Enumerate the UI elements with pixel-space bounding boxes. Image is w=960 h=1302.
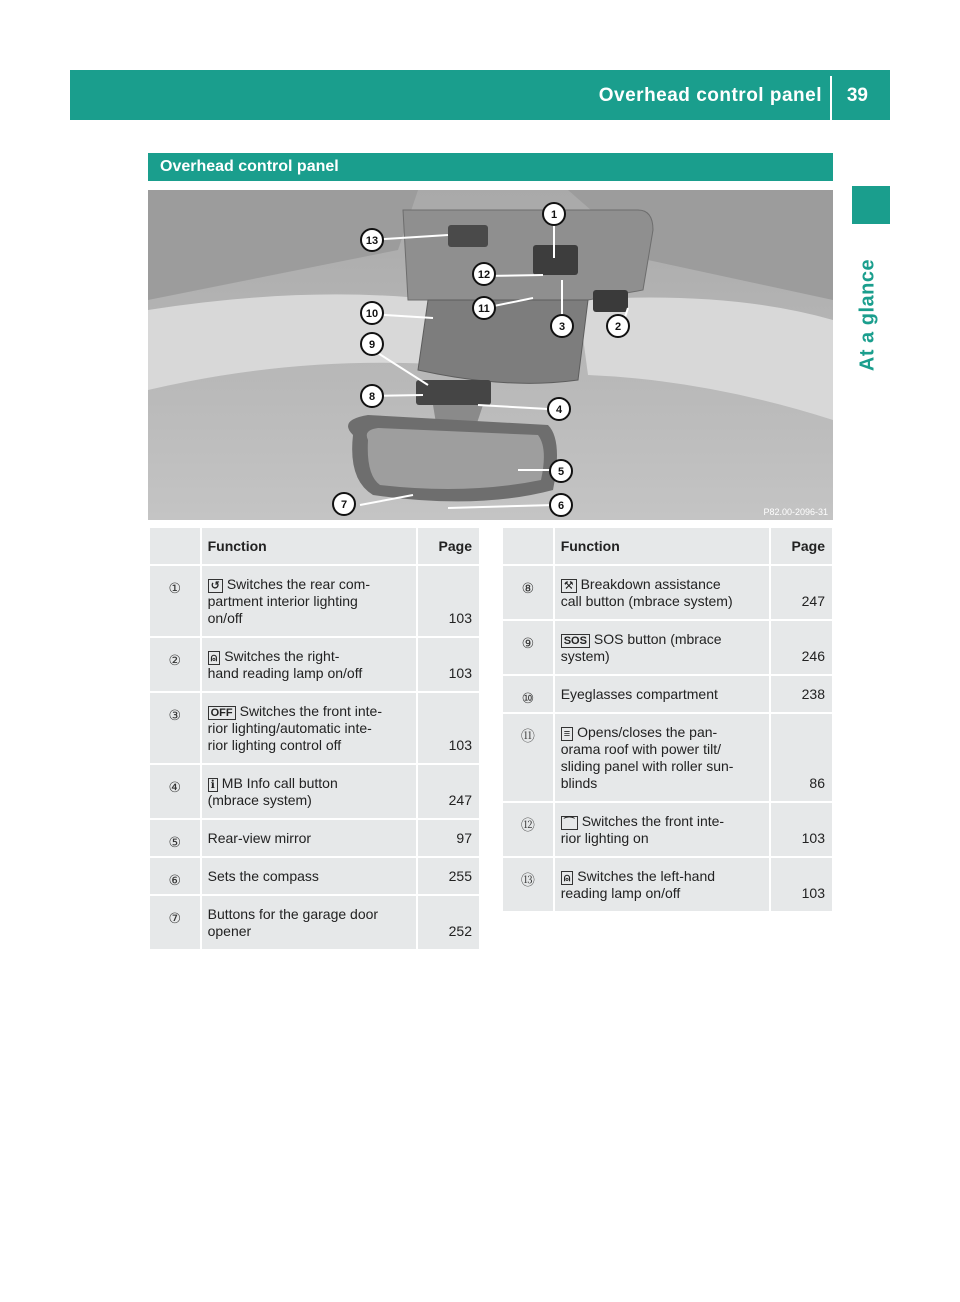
row-number: ①: [149, 565, 201, 637]
row-number: ⑪: [502, 713, 554, 802]
callout-2: 2: [614, 321, 622, 333]
row-number: ②: [149, 637, 201, 692]
row-function: [554, 675, 770, 713]
table-row: [502, 713, 833, 802]
callout-12: 12: [477, 269, 491, 281]
callout-9: 9: [368, 339, 376, 351]
function-text: Switches the front inte- rior lighting on: [560, 813, 725, 846]
function-symbol-icon: SOS: [561, 634, 590, 648]
row-page: 103: [770, 802, 833, 857]
row-number: ⑥: [149, 857, 201, 895]
callout-10: 10: [365, 308, 379, 320]
row-function: [554, 565, 770, 620]
row-function: [201, 692, 418, 764]
row-number: ⑬: [502, 857, 554, 912]
callout-4: 4: [555, 404, 563, 416]
table-header-row: [502, 527, 833, 565]
row-page: 103: [417, 692, 480, 764]
chapter-label-text: At a glance: [856, 258, 879, 372]
header-divider: [830, 76, 832, 120]
table-row: [149, 565, 480, 637]
function-text: Opens/closes the pan- orama roof with power tilt/ sliding panel with roller sun- blinds: [560, 724, 734, 791]
table-row: [149, 895, 480, 950]
table-row: [149, 857, 480, 895]
row-page: 238: [770, 675, 833, 713]
function-symbol-icon: OFF: [208, 706, 236, 720]
table-row: [149, 692, 480, 764]
table-row: [502, 802, 833, 857]
row-page: 103: [770, 857, 833, 912]
function-text: SOS button (mbrace system): [560, 631, 722, 664]
callout-13: 13: [365, 235, 379, 247]
page-header-bar: [70, 70, 890, 120]
row-page: 247: [770, 565, 833, 620]
callout-3: 3: [558, 321, 566, 333]
row-function: [554, 802, 770, 857]
function-table-left: [148, 526, 481, 951]
table-row: [149, 637, 480, 692]
row-page: 255: [417, 857, 480, 895]
row-number: ⑫: [502, 802, 554, 857]
callout-8: 8: [368, 391, 376, 403]
header-page: Page: [417, 527, 480, 565]
chapter-label: [838, 240, 898, 390]
row-function: [201, 565, 418, 637]
image-code: P82.00-2096-31: [763, 507, 828, 517]
row-page: 252: [417, 895, 480, 950]
row-function: [201, 637, 418, 692]
function-symbol-icon: ⍝: [208, 651, 221, 665]
function-symbol-icon: ⍝: [561, 871, 574, 885]
table-row: [149, 764, 480, 819]
row-page: 246: [770, 620, 833, 675]
function-text: Rear-view mirror: [207, 830, 312, 846]
row-page: 97: [417, 819, 480, 857]
row-page: 103: [417, 637, 480, 692]
table-header-row: [149, 527, 480, 565]
row-page: 247: [417, 764, 480, 819]
row-function: [554, 857, 770, 912]
function-text: Switches the front inte- rior lighting/automatic inte- rior lighting control off: [207, 703, 383, 753]
header-function: Function: [554, 527, 770, 565]
function-text: Sets the compass: [207, 868, 319, 884]
callout-7: 7: [340, 499, 348, 511]
row-number: ⑤: [149, 819, 201, 857]
function-text: Switches the left-hand reading lamp on/off: [560, 868, 716, 901]
section-header: [148, 153, 833, 181]
function-symbol-icon: ⌒: [561, 816, 578, 830]
function-symbol-icon: ⚒: [561, 579, 577, 593]
row-number: ⑩: [502, 675, 554, 713]
function-text: Switches the rear com- partment interior lighting on/off: [207, 576, 370, 626]
row-function: [201, 895, 418, 950]
header-num: [149, 527, 201, 565]
header-page: Page: [770, 527, 833, 565]
function-symbol-icon: ↺: [208, 579, 223, 593]
table-row: [149, 819, 480, 857]
row-function: [201, 857, 418, 895]
table-row: [502, 857, 833, 912]
header-num: [502, 527, 554, 565]
table-row: [502, 565, 833, 620]
function-symbol-icon: ℹ: [208, 778, 218, 792]
function-text: MB Info call button (mbrace system): [207, 775, 338, 808]
callout-1: 1: [550, 209, 558, 221]
row-number: ④: [149, 764, 201, 819]
chapter-tab-marker: [852, 186, 890, 224]
callout-11: 11: [478, 303, 490, 315]
overhead-panel-illustration: [148, 190, 833, 520]
function-text: Eyeglasses compartment: [560, 686, 718, 702]
function-table-right: [501, 526, 834, 913]
page-header-title: Overhead control panel: [598, 85, 822, 106]
function-text: Switches the right- hand reading lamp on/off: [207, 648, 363, 681]
function-text: Breakdown assistance call button (mbrace system): [560, 576, 733, 609]
row-function: [201, 764, 418, 819]
row-function: [201, 819, 418, 857]
row-function: [554, 620, 770, 675]
callout-5: 5: [557, 466, 565, 478]
header-function: Function: [201, 527, 418, 565]
row-page: 103: [417, 565, 480, 637]
callout-6: 6: [557, 500, 565, 512]
row-number: ⑨: [502, 620, 554, 675]
table-row: [502, 675, 833, 713]
row-page: 86: [770, 713, 833, 802]
row-function: [554, 713, 770, 802]
function-text: Buttons for the garage door opener: [207, 906, 379, 939]
table-row: [502, 620, 833, 675]
overhead-panel-photo: [148, 190, 833, 520]
page-number: 39: [846, 85, 868, 106]
row-number: ③: [149, 692, 201, 764]
row-number: ⑦: [149, 895, 201, 950]
section-title: Overhead control panel: [160, 158, 339, 175]
row-number: ⑧: [502, 565, 554, 620]
function-symbol-icon: ≡: [561, 727, 573, 741]
